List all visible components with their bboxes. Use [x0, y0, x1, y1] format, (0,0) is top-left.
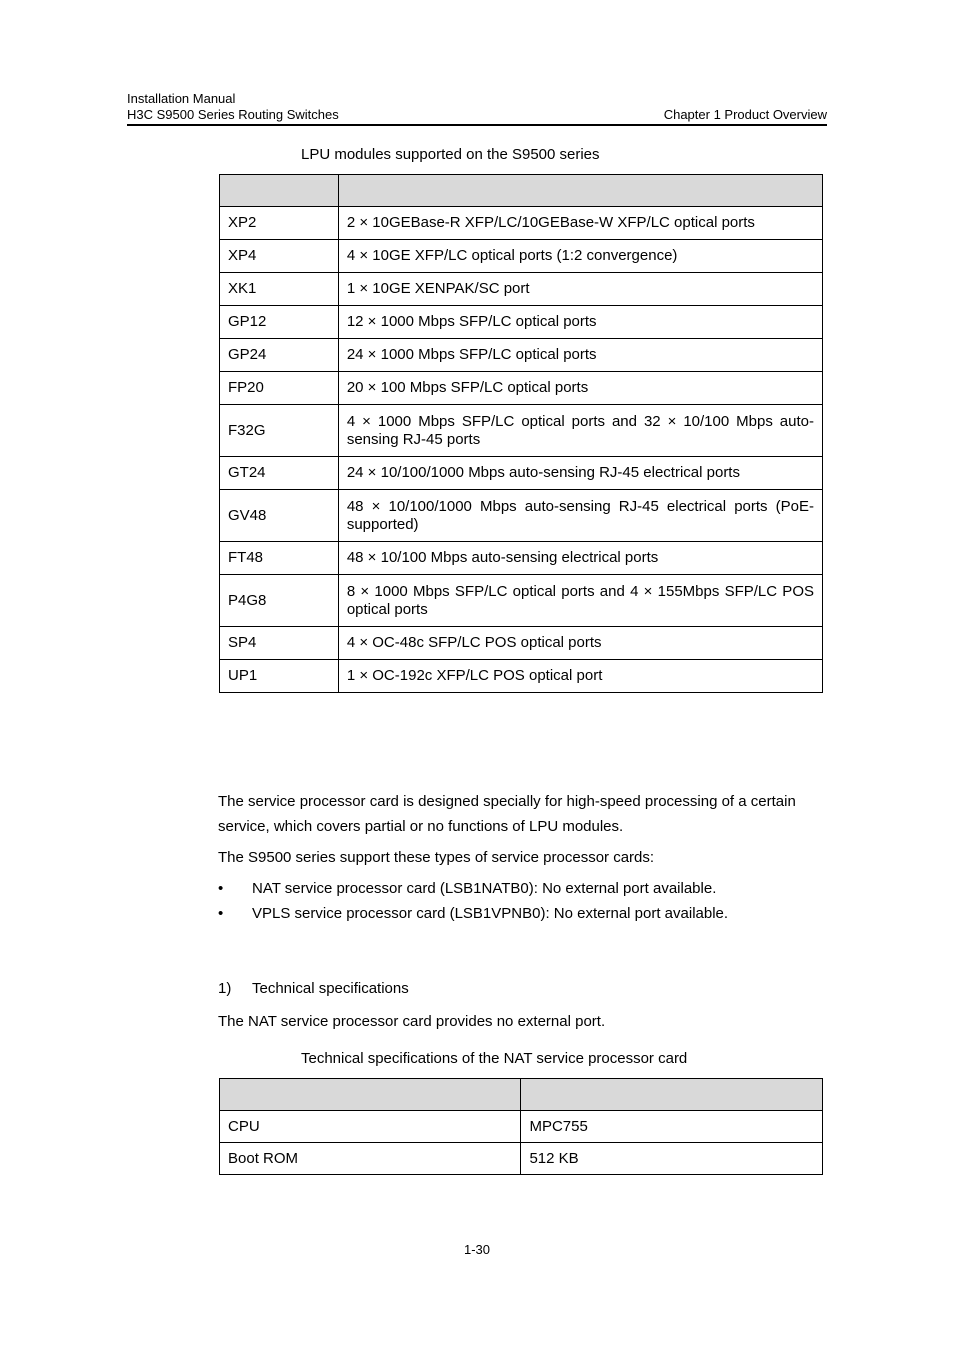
bullet-text: VPLS service processor card (LSB1VPNB0): No external port available. [252, 905, 729, 922]
nat-no-port-paragraph: The NAT service processor card provides no external port. [218, 1013, 606, 1030]
table-row [220, 207, 823, 240]
module-cell: XP2 [220, 207, 339, 240]
description-cell: 4 × OC-48c SFP/LC POS optical ports [338, 627, 822, 660]
table-row [220, 273, 823, 306]
numbered-item-text: Technical specifications [252, 980, 409, 997]
module-cell: UP1 [220, 660, 339, 693]
table-row [220, 1143, 823, 1175]
table-row [220, 542, 823, 575]
chapter-title: Chapter 1 Product Overview [663, 107, 827, 122]
spec-item-cell: CPU [220, 1111, 521, 1143]
header-cell-item [220, 1079, 521, 1111]
module-cell: GV48 [220, 490, 339, 542]
module-cell: FP20 [220, 372, 339, 405]
table-row [220, 240, 823, 273]
spec-item-cell: Boot ROM [220, 1143, 521, 1175]
module-cell: GP12 [220, 306, 339, 339]
manual-title: Installation Manual [127, 91, 236, 106]
nat-specs-table [219, 1078, 823, 1175]
table-row [220, 372, 823, 405]
lpu-table-caption: LPU modules supported on the S9500 series [301, 146, 600, 163]
table-header-row [220, 175, 823, 207]
module-cell: FT48 [220, 542, 339, 575]
table-row [220, 627, 823, 660]
product-name: H3C S9500 Series Routing Switches [127, 107, 339, 122]
header-cell-description [338, 175, 822, 207]
bullet-icon: • [218, 880, 224, 897]
table-row [220, 457, 823, 490]
description-cell: 2 × 10GEBase-R XFP/LC/10GEBase-W XFP/LC optical ports [338, 207, 822, 240]
list-number: 1) [218, 980, 232, 997]
page-number: 1-30 [463, 1242, 491, 1257]
table-row [220, 490, 823, 542]
header-cell-module [220, 175, 339, 207]
table-row [220, 405, 823, 457]
description-cell: 20 × 100 Mbps SFP/LC optical ports [338, 372, 822, 405]
description-cell: 1 × OC-192c XFP/LC POS optical port [338, 660, 822, 693]
lpu-modules-table [219, 174, 823, 693]
description-cell: 48 × 10/100 Mbps auto-sensing electrical ports [338, 542, 822, 575]
spec-value-cell: 512 KB [521, 1143, 823, 1175]
module-cell: GT24 [220, 457, 339, 490]
description-cell: 1 × 10GE XENPAK/SC port [338, 273, 822, 306]
bullet-text: NAT service processor card (LSB1NATB0): No external port available. [252, 880, 717, 897]
description-cell: 24 × 1000 Mbps SFP/LC optical ports [338, 339, 822, 372]
description-cell: 24 × 10/100/1000 Mbps auto-sensing RJ-45 electrical ports [338, 457, 822, 490]
bullet-icon: • [218, 905, 224, 922]
header-cell-value [521, 1079, 823, 1111]
description-cell: 4 × 1000 Mbps SFP/LC optical ports and 32 × 10/100 Mbps auto-sensing RJ-45 ports [338, 405, 822, 457]
description-cell: 4 × 10GE XFP/LC optical ports (1:2 convergence) [338, 240, 822, 273]
description-cell: 8 × 1000 Mbps SFP/LC optical ports and 4 × 155Mbps SFP/LC POS optical ports [338, 575, 822, 627]
table-row [220, 306, 823, 339]
nat-table-caption: Technical specifications of the NAT service processor card [301, 1050, 688, 1067]
table-row [220, 575, 823, 627]
module-cell: SP4 [220, 627, 339, 660]
description-cell: 12 × 1000 Mbps SFP/LC optical ports [338, 306, 822, 339]
table-row [220, 660, 823, 693]
module-cell: GP24 [220, 339, 339, 372]
module-cell: P4G8 [220, 575, 339, 627]
module-cell: F32G [220, 405, 339, 457]
page-header [127, 91, 827, 126]
service-card-types-paragraph: The S9500 series support these types of service processor cards: [218, 849, 655, 866]
service-card-intro-paragraph: The service processor card is designed specially for high-speed processing of a certain service, which covers partial or no functions of LPU modules. [218, 793, 796, 835]
module-cell: XK1 [220, 273, 339, 306]
table-row [220, 339, 823, 372]
table-header-row [220, 1079, 823, 1111]
description-cell: 48 × 10/100/1000 Mbps auto-sensing RJ-45 electrical ports (PoE-supported) [338, 490, 822, 542]
spec-value-cell: MPC755 [521, 1111, 823, 1143]
module-cell: XP4 [220, 240, 339, 273]
table-row [220, 1111, 823, 1143]
